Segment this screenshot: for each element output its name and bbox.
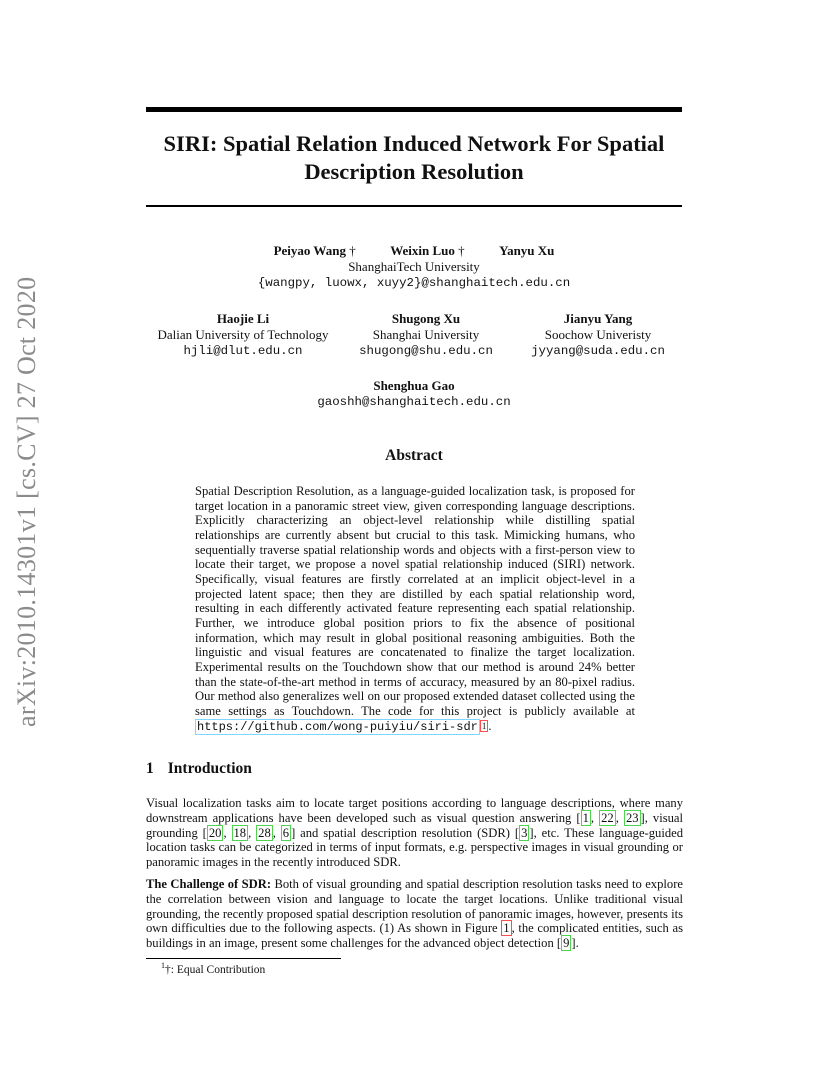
code-link[interactable]: https://github.com/wong-puiyiu/siri-sdr xyxy=(197,719,478,734)
paragraph-challenge xyxy=(146,877,683,951)
abstract-body xyxy=(195,484,635,734)
para-text: , the complicated entities, such as buildings in an image, present some challenges for the advanced object detection [ xyxy=(146,921,684,951)
title-top-rule xyxy=(146,107,682,112)
figure-ref-link[interactable]: 1 xyxy=(503,921,510,936)
footnote xyxy=(161,961,265,976)
author-name: Yanyu Xu xyxy=(499,243,555,258)
author-name: Haojie Li xyxy=(216,311,270,326)
section-heading xyxy=(146,760,252,778)
footnote-text: †: Equal Contribution xyxy=(165,963,266,976)
contribution-mark: † xyxy=(458,243,465,258)
citation-link[interactable]: 22 xyxy=(601,810,614,825)
author-block xyxy=(516,311,680,359)
para-text: ]. xyxy=(571,936,579,951)
author-name: Weixin Luo xyxy=(390,243,455,258)
para-text: ] and spatial description resolution (SDR) [ xyxy=(291,825,520,840)
abstract-heading: Abstract xyxy=(385,447,443,464)
citation-link[interactable]: 20 xyxy=(208,825,222,840)
author-email: {wangpy, luowx, xuyy2}@shanghaitech.edu.cn xyxy=(257,276,571,290)
abstract-end: . xyxy=(488,718,492,733)
citation-link[interactable]: 9 xyxy=(563,936,570,951)
para-text: ], visual grounding [ xyxy=(146,810,684,840)
author-block xyxy=(336,311,516,359)
footnote-ref[interactable]: 1 xyxy=(481,720,487,731)
citation-link[interactable]: 18 xyxy=(233,825,247,840)
citation-link[interactable]: 6 xyxy=(282,825,290,840)
author-email: hjli@dlut.edu.cn xyxy=(183,344,303,358)
author-email: jyyang@suda.edu.cn xyxy=(531,344,665,358)
section-title: Introduction xyxy=(167,760,252,777)
paragraph-lead: The Challenge of SDR: xyxy=(146,877,272,891)
author-names-row1 xyxy=(146,243,682,259)
paper-title: SIRI: Spatial Relation Induced Network For Spatial Description Resolution xyxy=(163,131,665,184)
citation-link[interactable]: 28 xyxy=(258,825,271,840)
author-name: Shugong Xu xyxy=(391,311,461,326)
author-email: shugong@shu.edu.cn xyxy=(359,344,493,358)
section-number: 1 xyxy=(146,760,154,777)
para-text: Visual localization tasks aim to locate target positions according to language descriptions, where many downstream applications have been developed such as visual question answering [ xyxy=(146,796,683,825)
footnote-rule xyxy=(146,958,341,959)
footnote-mark: 1 xyxy=(161,961,165,970)
citation-link[interactable]: 23 xyxy=(625,810,639,825)
citation-link[interactable]: 1 xyxy=(582,810,589,825)
author-block xyxy=(150,311,336,359)
author-name: Jianyu Yang xyxy=(563,311,633,326)
author-affiliation: Soochow Univeristy xyxy=(544,327,652,342)
contribution-mark: † xyxy=(349,243,356,258)
author-affiliation: ShanghaiTech University xyxy=(348,259,480,274)
author-name: Shenghua Gao xyxy=(373,378,455,393)
abstract-text: Spatial Description Resolution, as a language-guided localization task, is proposed for target location in a panoramic street view, given corresponding language descriptions. Explicitly characterizing an object-level relationship while distilling spatial relationships are currently absent but crucial to this task. Mimicking humans, who sequentially traverse spatial relationship words and objects with a first-person view to locate their target, we propose a novel spatial relationship induced (SIRI) network. Specifically, visual features are firstly correlated at an implicit object-level in a projected latent space; then they are distilled by each spatial relationship word, resulting in each differently activated feature representing each spatial relationship. Further, we introduce global position priors to fix the absence of positional information, which may result in global positional reasoning ambiguities. Both the linguistic and visual features are concatenated to finalize the target localization. Experimental results on the Touchdown show that our method is around 24% better than the state-of-the-art method in terms of accuracy, measured by an 80-pixel radius. Our method also generalizes well on our proposed extended dataset collected using the same settings as Touchdown. The code for this project is publicly available at xyxy=(195,484,635,718)
author-name: Peiyao Wang xyxy=(273,243,346,258)
author-block xyxy=(146,378,682,410)
arxiv-stamp: arXiv:2010.14301v1 [cs.CV] 27 Oct 2020 xyxy=(12,276,41,727)
author-affiliation: Shanghai University xyxy=(372,327,480,342)
para-text: ], etc. These language-guided location tasks can be categorized in terms of input formats, e.g. perspective images in visual grounding or panoramic images in the recently introduced SDR. xyxy=(146,825,684,870)
paragraph-intro: Visual localization tasks aim to locate target positions according to language descriptions, where many downstream applications have been developed such as visual question answering [ 1 , 22 , 23 ], visual grounding [ 20 , 18 , 28 , 6 ] and spatial description resolution (SDR) [ 3 ], etc. These language-guided location tasks can be categorized in terms of input formats, e.g. perspective images in visual grounding or panoramic images in the recently introduced SDR. xyxy=(146,796,684,870)
citation-link[interactable]: 3 xyxy=(521,825,528,840)
para-text: Both of visual grounding and spatial description resolution tasks need to explore the correlation between vision and language to locate the target locations. Unlike traditional visual grounding, the recently proposed spatial description resolution of panoramic images, however, presents its own difficulties due to the following aspects. (1) As shown in Figure xyxy=(146,877,683,936)
author-affiliation: Dalian University of Technology xyxy=(157,327,329,342)
author-email: gaoshh@shanghaitech.edu.cn xyxy=(317,395,511,409)
title-bottom-rule xyxy=(146,205,682,207)
